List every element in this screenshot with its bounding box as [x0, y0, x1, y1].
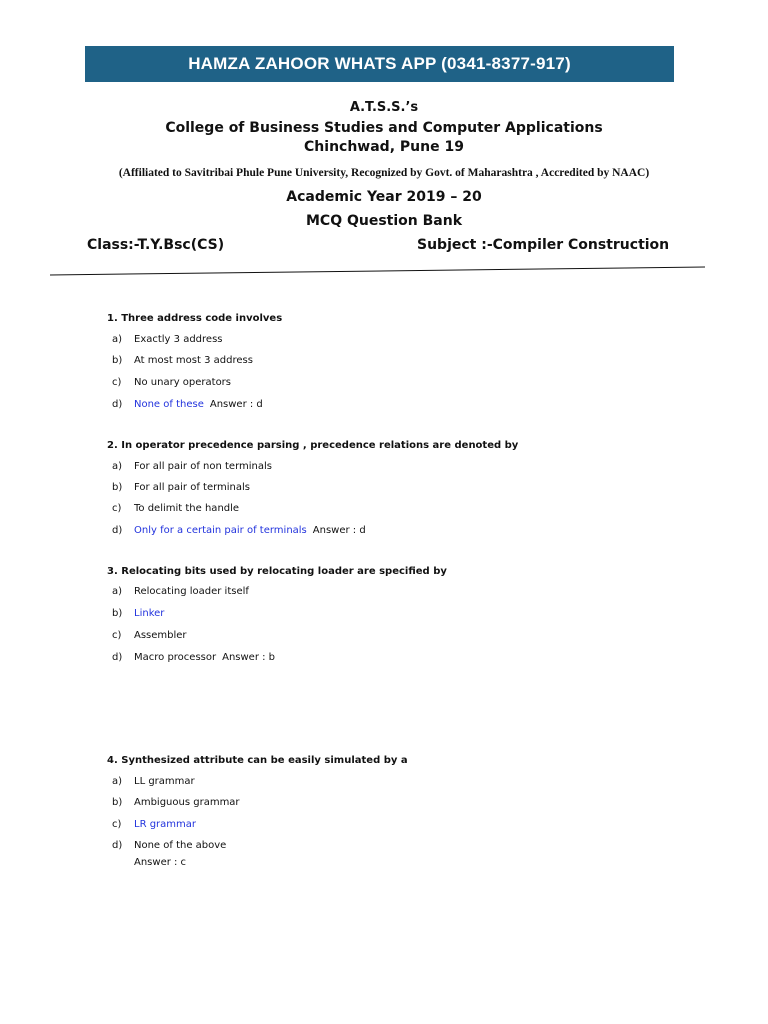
header-divider	[0, 0, 768, 300]
question-3: 3. Relocating bits used by relocating loader are specified by	[107, 566, 447, 577]
answer-label: Answer : d	[209, 399, 263, 410]
question-4: 4. Synthesized attribute can be easily simulated by a	[107, 755, 408, 766]
affiliation-line: (Affiliated to Savitribai Phule Pune University, Recognized by Govt. of Maharashtra , Accredited by NAAC)	[118, 167, 650, 179]
correct-option: LR grammar	[134, 819, 197, 830]
academic-year: Academic Year 2019 – 20	[286, 189, 482, 205]
correct-option: Linker	[134, 608, 165, 619]
correct-option: Only for a certain pair of terminals	[134, 525, 307, 536]
document-title: MCQ Question Bank	[305, 213, 463, 229]
correct-option: None of these	[134, 399, 204, 410]
header-banner: HAMZA ZAHOOR WHATS APP (0341-8377-917)	[85, 46, 674, 82]
college-name: College of Business Studies and Computer Applications	[165, 120, 603, 136]
answer-label: Answer : b	[222, 652, 276, 663]
answer-label: Answer : d	[312, 525, 366, 536]
subject-label: Subject :-Compiler Construction	[417, 237, 670, 253]
question-2: 2. In operator precedence parsing , precedence relations are denoted by	[107, 440, 519, 451]
institution-abbreviation: A.T.S.S.’s	[349, 100, 419, 115]
class-label: Class:-T.Y.Bsc(CS)	[87, 237, 225, 253]
college-location: Chinchwad, Pune 19	[304, 139, 464, 155]
question-1: 1. Three address code involves	[107, 313, 283, 324]
question-4-answer: Answer : c	[134, 857, 187, 868]
